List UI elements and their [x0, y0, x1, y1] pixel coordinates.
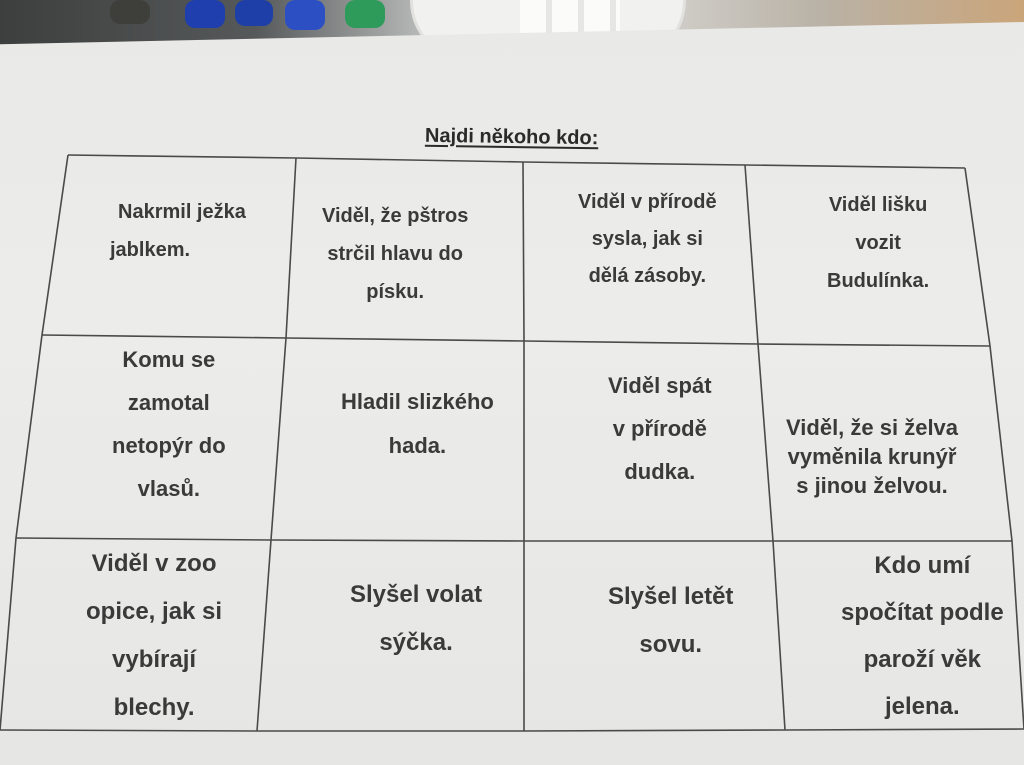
- cell-line: sovu.: [639, 631, 703, 658]
- cell-line: vyměnila krunýř: [787, 444, 957, 469]
- cell-line: Hladil slizkého: [341, 389, 494, 414]
- table-cell: [608, 573, 733, 669]
- cell-line: Viděl spát: [608, 373, 712, 398]
- cell-line: opice, jak si: [86, 598, 223, 625]
- cell-line: s jinou želvou.: [796, 473, 948, 498]
- table-cell: [110, 193, 246, 269]
- table-cell: [112, 338, 226, 510]
- worksheet-title: Najdi někoho kdo:: [424, 124, 599, 150]
- cell-line: Viděl lišku: [828, 194, 928, 216]
- cell-line: jablkem.: [110, 239, 191, 261]
- cell-line: hada.: [388, 433, 447, 458]
- grid-line-top: [68, 155, 965, 168]
- table-cell: [341, 380, 494, 468]
- cell-line: jelena.: [884, 693, 960, 720]
- cell-line: Kdo umí: [874, 552, 971, 579]
- cell-line: sýčka.: [379, 629, 453, 656]
- table-cell: [786, 413, 958, 500]
- cell-line: Nakrmil ježka: [118, 201, 246, 223]
- cell-line: paroží věk: [863, 646, 982, 673]
- cell-line: Slyšel volat: [350, 581, 483, 608]
- cell-line: Komu se: [122, 347, 216, 372]
- table-cell: [350, 571, 482, 667]
- cell-line: strčil hlavu do: [327, 243, 463, 265]
- table-cell: [827, 186, 929, 300]
- cell-line: vlasů.: [137, 476, 201, 501]
- cell-line: dělá zásoby.: [588, 265, 707, 287]
- grid-line-left: [0, 155, 68, 730]
- cell-line: Slyšel letět: [608, 583, 734, 610]
- table-cell: [841, 542, 1004, 730]
- cell-line: zamotal: [127, 390, 210, 415]
- grid-line-col2: [523, 162, 524, 731]
- cell-line: Viděl, že pštros: [322, 205, 469, 227]
- cell-line: v přírodě: [612, 416, 707, 441]
- cell-line: písku.: [366, 281, 425, 303]
- cell-line: spočítat podle: [841, 599, 1004, 626]
- table-cell: [322, 197, 468, 311]
- cell-line: dudka.: [624, 459, 696, 484]
- grid-line-col3: [745, 165, 785, 730]
- cell-line: blechy.: [113, 694, 195, 721]
- cell-line: vybírají: [112, 646, 197, 673]
- cell-line: vozit: [855, 232, 901, 254]
- table-cell: [86, 540, 222, 732]
- table-cell: [578, 184, 717, 295]
- cell-line: Budulínka.: [827, 270, 930, 292]
- cell-line: Viděl v přírodě: [578, 191, 717, 213]
- table-cell: [608, 364, 712, 493]
- cell-line: sysla, jak si: [591, 228, 703, 250]
- grid-line-col1: [257, 158, 296, 731]
- cell-line: netopýr do: [112, 433, 226, 458]
- cell-line: Viděl, že si želva: [786, 415, 959, 440]
- cell-line: Viděl v zoo: [91, 550, 217, 577]
